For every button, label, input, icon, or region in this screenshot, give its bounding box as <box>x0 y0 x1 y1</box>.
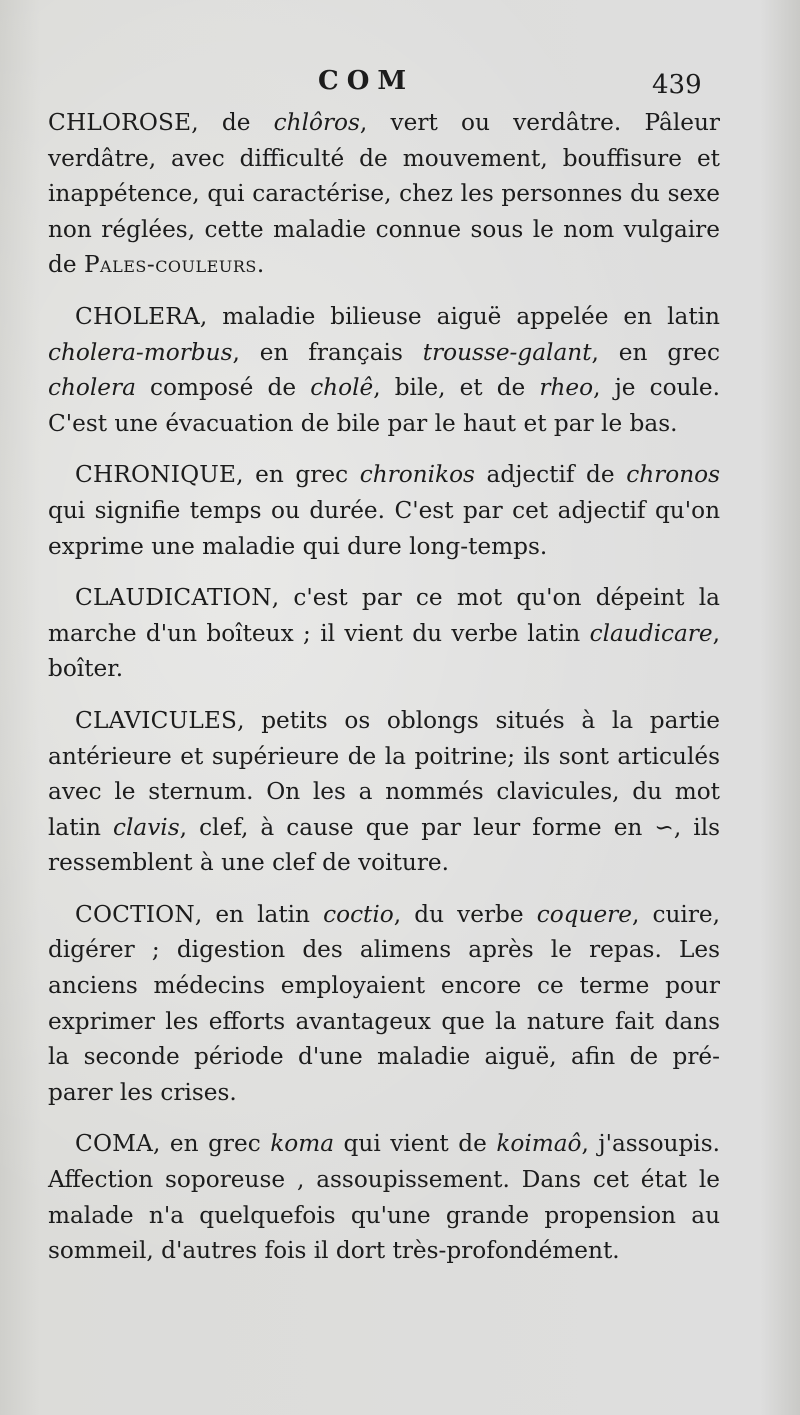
entry-chlorose <box>48 105 720 283</box>
entry-text: , vert ou verdâtre. Pâleur verdâtre, avec difficulté de mouvement, bouffisure et inappétence, qui caractérise, chez les personnes du sexe non réglées, cette maladie connue sous le nom vulgaire de <box>48 109 720 279</box>
headword: CLAUDICATION <box>75 584 272 612</box>
page-number: 439 <box>652 70 702 100</box>
entry-text: composé de <box>135 374 311 402</box>
italic-term: chlôros <box>273 109 360 136</box>
italic-term: chronos <box>626 461 721 489</box>
entry-text: , en français <box>232 338 423 366</box>
entry-text: , de <box>191 109 274 136</box>
entry-coma <box>48 1126 720 1268</box>
entry-claudication <box>48 580 720 687</box>
entry-chronique <box>48 457 720 564</box>
entry-text: , en grec <box>153 1130 271 1158</box>
headword: CHOLERA <box>75 302 200 330</box>
entry-text: , petits os oblongs situés à la partie antérieure et supérieure de la poitrine; ils sont articulés avec le sternum. On les a nommés clavicules, du mot latin <box>48 706 720 841</box>
headword: COCTION <box>75 900 195 928</box>
entry-text: , clef, à cause que par leur forme en ∽, ils ressemblent à une clef de voiture. <box>48 813 721 877</box>
italic-term: koma <box>270 1130 335 1158</box>
italic-term: trousse-galant <box>422 338 592 366</box>
small-caps-term: Pales-couleurs <box>83 251 257 279</box>
entry-text: , en latin <box>194 900 324 928</box>
headword: CHLOROSE <box>48 109 192 136</box>
entry-text: qui vient de <box>334 1130 497 1158</box>
entry-text: adjectif de <box>474 461 627 489</box>
entry-text: , je coule. C'est une évacuation de bile par le haut et par le bas. <box>48 374 720 437</box>
italic-term: cholera <box>48 374 136 402</box>
dictionary-text <box>48 105 720 1285</box>
entry-text: , en grec <box>591 338 720 366</box>
running-head: COM <box>318 66 415 96</box>
entry-text: , cuire, digérer ; digestion des alimens après le repas. Les anciens médecins employaient encore ce terme pour exprimer les efforts avantageux que la nature fait dans la seconde période d'une maladie aiguë, afin de préparer les crises. <box>48 900 721 1106</box>
entry-text: , boîter. <box>48 619 720 683</box>
italic-term: cholera-morbus <box>48 338 233 366</box>
entry-text: , j'assoupis. Affection soporeuse , assoupissement. Dans cet état le malade n'a quelquefois qu'une grande propension au sommeil, d'autres fois il dort très-profondément. <box>48 1130 720 1265</box>
italic-term: claudicare <box>589 619 713 647</box>
italic-term: clavis <box>112 813 180 841</box>
entry-text: . <box>256 251 265 279</box>
entry-text: , du verbe <box>393 900 537 928</box>
entry-clavicules <box>48 703 720 881</box>
entry-cholera <box>48 299 720 441</box>
italic-term: coctio <box>323 900 394 928</box>
headword: CLAVICULES <box>75 706 238 734</box>
italic-term: cholê <box>310 374 374 402</box>
entry-text: , bile, et de <box>373 374 540 402</box>
headword: COMA <box>75 1130 154 1158</box>
page-header <box>0 62 800 102</box>
entry-text: qui signifie temps ou durée. C'est par cet adjectif qu'on exprime une maladie qui dure long-temps. <box>48 496 720 560</box>
entry-text: , maladie bilieuse aiguë appelée en latin <box>199 302 720 330</box>
entry-text: , c'est par ce mot qu'on dépeint la marche d'un boîteux ; il vient du verbe latin <box>48 584 720 647</box>
entry-text: , en grec <box>236 461 360 489</box>
italic-term: coquere <box>536 900 632 928</box>
entry-coction <box>48 897 720 1111</box>
italic-term: rheo <box>539 374 594 402</box>
italic-term: koimaô <box>496 1130 582 1158</box>
italic-term: chronikos <box>359 461 475 489</box>
headword: CHRONIQUE <box>75 461 237 489</box>
